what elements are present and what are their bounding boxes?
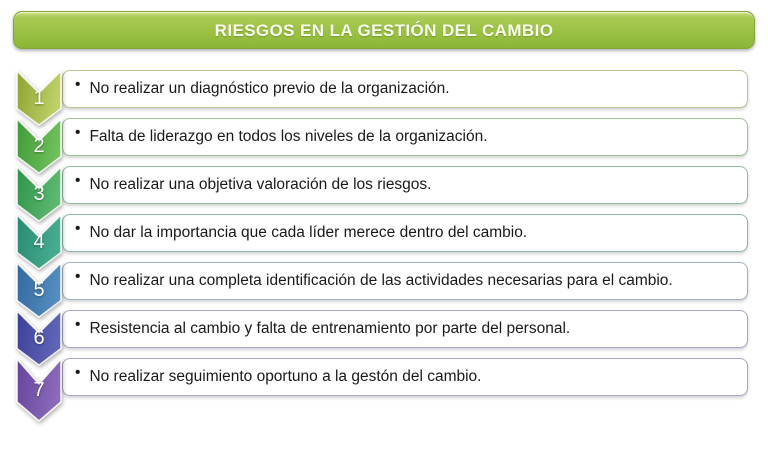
risk-text: No realizar seguimiento oportuno a la gestón del cambio. bbox=[89, 367, 482, 385]
chevron-down-icon bbox=[16, 358, 62, 422]
bullet-icon: • bbox=[75, 268, 81, 285]
chevron-down-icon bbox=[16, 166, 62, 222]
step-number: 3 bbox=[33, 183, 45, 205]
list-item bbox=[16, 118, 748, 156]
chevron-down-icon bbox=[16, 214, 62, 270]
risk-text: Falta de liderazgo en todos los niveles de la organización. bbox=[89, 127, 488, 145]
bullet-icon: • bbox=[75, 124, 81, 141]
risk-text: Resistencia al cambio y falta de entrenamiento por parte del personal. bbox=[89, 319, 571, 337]
risk-text: No realizar un diagnóstico previo de la organización. bbox=[89, 79, 450, 97]
risk-box bbox=[62, 262, 748, 300]
risk-text: No realizar una objetiva valoración de los riesgos. bbox=[89, 175, 432, 193]
step-number: 1 bbox=[33, 87, 45, 109]
risk-box bbox=[62, 166, 748, 204]
bullet-icon: • bbox=[75, 316, 81, 333]
list-item bbox=[16, 358, 748, 401]
page-title: RIESGOS EN LA GESTIÓN DEL CAMBIO bbox=[214, 21, 554, 40]
risk-box bbox=[62, 358, 748, 396]
step-number: 7 bbox=[33, 379, 45, 401]
risk-box bbox=[62, 214, 748, 252]
chevron-down-icon bbox=[16, 262, 62, 318]
risk-list bbox=[0, 70, 768, 401]
step-number: 4 bbox=[33, 231, 45, 253]
risk-text: No realizar una completa identificación de las actividades necesarias para el cambio. bbox=[89, 271, 673, 289]
risk-box bbox=[62, 118, 748, 156]
chevron-down-icon bbox=[16, 310, 62, 366]
bullet-icon: • bbox=[75, 76, 81, 93]
bullet-icon: • bbox=[75, 172, 81, 189]
risk-text: No dar la importancia que cada líder merece dentro del cambio. bbox=[89, 223, 528, 241]
chevron-down-icon bbox=[16, 118, 62, 174]
step-number: 5 bbox=[33, 279, 45, 301]
list-item bbox=[16, 70, 748, 108]
list-item bbox=[16, 214, 748, 252]
list-item bbox=[16, 310, 748, 348]
list-item bbox=[16, 166, 748, 204]
bullet-icon: • bbox=[75, 364, 81, 381]
step-number: 6 bbox=[33, 327, 45, 349]
risk-box bbox=[62, 70, 748, 108]
step-number: 2 bbox=[33, 135, 45, 157]
bullet-icon: • bbox=[75, 220, 81, 237]
risk-box bbox=[62, 310, 748, 348]
title-bar bbox=[13, 11, 755, 49]
chevron-down-icon bbox=[16, 70, 62, 126]
list-item bbox=[16, 262, 748, 300]
